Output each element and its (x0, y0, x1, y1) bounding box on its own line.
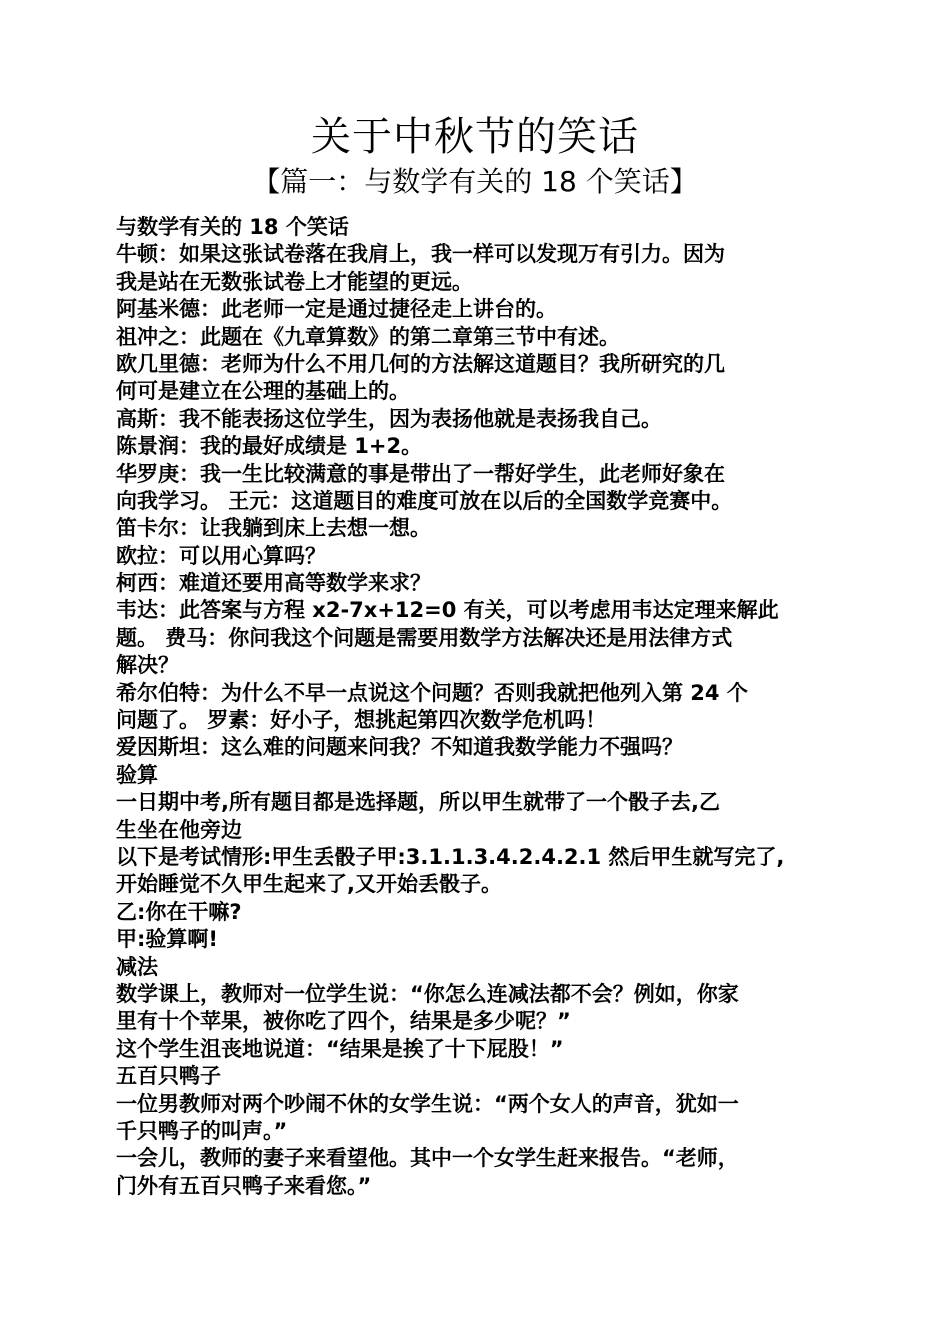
text-line: 希尔伯特：为什么不早一点说这个问题？否则我就把他列入第 24 个 (116, 680, 748, 705)
text-line: 千只鸭子的叫声。” (116, 1118, 288, 1143)
text-line: 一位男教师对两个吵闹不休的女学生说：“两个女人的声音，犹如一 (116, 1091, 739, 1116)
text-line: 生坐在他旁边 (116, 817, 242, 842)
text-line: 爱因斯坦：这么难的问题来问我？不知道我数学能力不强吗？ (116, 735, 683, 760)
text-line: 祖冲之：此题在《九章算数》的第二章第三节中有述。 (116, 324, 620, 349)
text-line: 陈景润：我的最好成绩是 1+2。 (116, 434, 423, 459)
text-line: 欧几里德：老师为什么不用几何的方法解这道题目？我所研究的几 (116, 351, 725, 376)
text-line: 一日期中考,所有题目都是选择题，所以甲生就带了一个骰子去,乙 (116, 790, 720, 815)
text-line: 五百只鸭子 (116, 1064, 221, 1089)
text-line: 笛卡尔：让我躺到床上去想一想。 (116, 516, 431, 541)
text-line: 高斯：我不能表扬这位学生，因为表扬他就是表扬我自己。 (116, 406, 662, 431)
text-line: 验算 (116, 762, 158, 787)
text-line: 解决？ (116, 653, 179, 678)
text-line: 以下是考试情形:甲生丢骰子甲:3.1.1.3.4.2.4.2.1 然后甲生就写完了, (116, 844, 785, 869)
document-subtitle: 【篇一：与数学有关的 18 个笑话】 (252, 165, 698, 198)
text-line: 华罗庚：我一生比较满意的事是带出了一帮好学生，此老师好象在 (116, 461, 725, 486)
text-line: 向我学习。 王元：这道题目的难度可放在以后的全国数学竞赛中。 (116, 488, 733, 513)
text-line: 问题了。 罗素：好小子，想挑起第四次数学危机吗！ (116, 708, 607, 733)
text-line: 我是站在无数张试卷上才能望的更远。 (116, 269, 473, 294)
text-line: 阿基米德：此老师一定是通过捷径走上讲台的。 (116, 297, 557, 322)
text-line: 一会儿，教师的妻子来看望他。其中一个女学生赶来报告。“老师， (116, 1146, 739, 1171)
text-line: 这个学生沮丧地说道：“结果是挨了十下屁股！” (116, 1036, 564, 1061)
text-line: 数学课上，教师对一位学生说：“你怎么连减法都不会？例如，你家 (116, 981, 739, 1006)
text-line: 乙:你在干嘛? (116, 899, 242, 924)
document-title: 关于中秋节的笑话 (311, 114, 639, 160)
text-line: 门外有五百只鸭子来看您。” (116, 1173, 372, 1198)
text-line: 甲:验算啊! (116, 927, 218, 952)
text-line: 减法 (116, 954, 158, 979)
text-line: 柯西：难道还要用高等数学来求？ (116, 571, 431, 596)
text-line: 与数学有关的 18 个笑话 (116, 215, 349, 239)
text-line: 题。 费马：你问我这个问题是需要用数学方法解决还是用法律方式 (116, 625, 733, 650)
text-line: 开始睡觉不久甲生起来了,又开始丢骰子。 (116, 872, 502, 897)
text-line: 牛顿：如果这张试卷落在我肩上，我一样可以发现万有引力。因为 (116, 242, 725, 267)
document-body (116, 214, 838, 1200)
text-line: 里有十个苹果，被你吃了四个，结果是多少呢？” (116, 1009, 571, 1034)
text-line: 何可是建立在公理的基础上的。 (116, 379, 410, 404)
text-line: 欧拉：可以用心算吗？ (116, 543, 326, 568)
text-line: 韦达：此答案与方程 x2-7x+12=0 有关，可以考虑用韦达定理来解此 (116, 598, 779, 623)
